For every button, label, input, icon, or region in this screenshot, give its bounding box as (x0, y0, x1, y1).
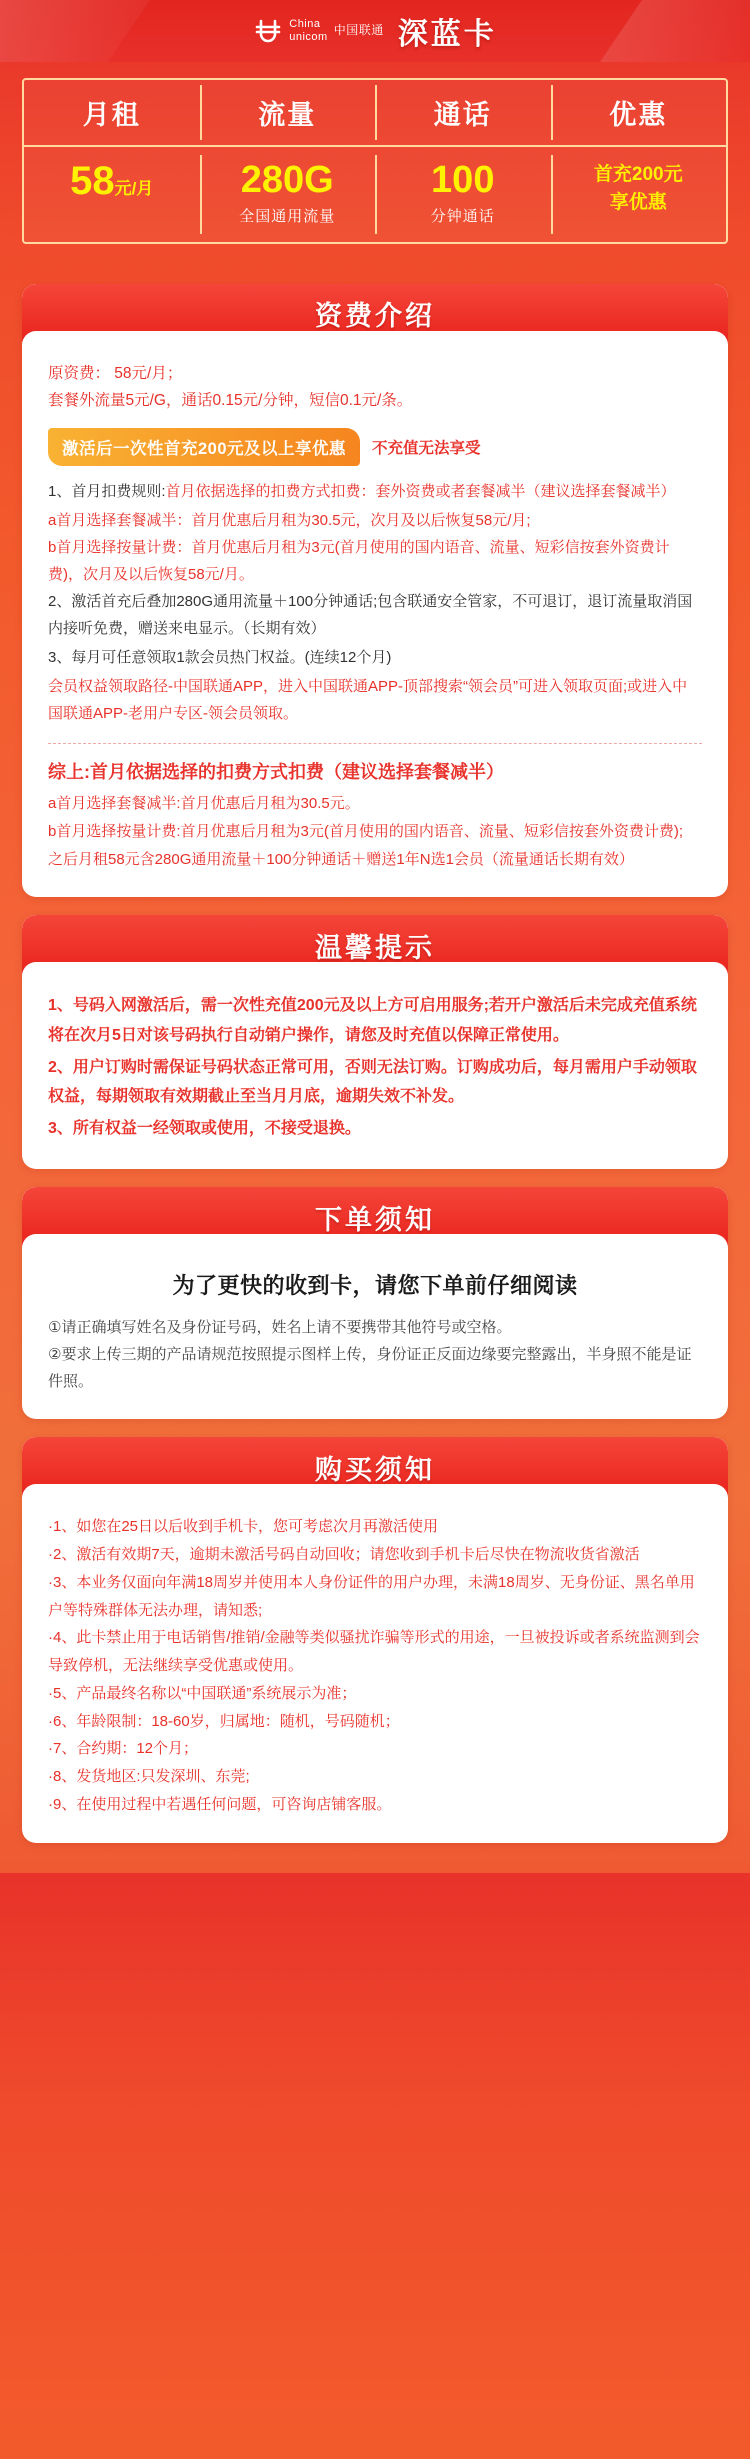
buy-item-5: ·5、产品最终名称以“中国联通”系统展示为准； (48, 1684, 357, 1702)
call-label: 分钟通话 (430, 207, 495, 225)
price-table (22, 78, 728, 244)
hero-section (0, 62, 750, 266)
data-value: 280G (240, 159, 334, 201)
col-header-data: 流量 (200, 80, 376, 145)
promo-strip (48, 428, 702, 466)
summary-heading: 综上:首月依据选择的扣费方式扣费（建议选择套餐减半） (48, 762, 504, 783)
buy-item-8: ·8、发货地区:只发深圳、东莞; (48, 1768, 250, 1786)
col-header-rent: 月租 (82, 100, 141, 130)
section-divider (48, 743, 702, 744)
buy-notice-card (22, 1437, 728, 1842)
header-ribbon-left (0, 0, 150, 62)
col-header-call: 通话 (375, 80, 551, 145)
buy-item-2: ·2、激活有效期7天，逾期未激活号码自动回收；请您收到手机卡后尽快在物流收货省激活 (48, 1546, 640, 1564)
summary-a: a首月选择套餐减半:首月优惠后月租为30.5元。 (48, 795, 360, 813)
order-body (22, 1247, 728, 1395)
summary-c: 之后月租58元含280G通用流量＋100分钟通话＋赠送1年N选1会员（流量通话长期有效） (48, 850, 634, 868)
buy-body (22, 1497, 728, 1818)
rule-1b: b首月选择按量计费：首月优惠后月租为3元(首月使用的国内语音、流量、短彩信按套外资费计费)，次月及以后恢复58元/月。 (48, 539, 670, 584)
buy-item-6: ·6、年龄限制：18-60岁，归属地：随机，号码随机； (48, 1712, 400, 1730)
rule-3: 3、每月可任意领取1款会员热门权益。(连续12个月) (48, 649, 392, 667)
rule-2: 2、激活首充后叠加280G通用流量＋100分钟通话;包含联通安全管家，不可退订，退订流量取消国内接听免费，赠送来电显示。（长期有效） (48, 593, 693, 638)
promo-note: 不充值无法享受 (372, 440, 481, 458)
data-label: 全国通用流量 (239, 207, 336, 225)
call-value: 100 (431, 159, 495, 201)
promo-line1: 首充200元 (593, 164, 683, 185)
order-notice-card (22, 1187, 728, 1419)
original-fee-line1: 原资费： 58元/月； (48, 364, 183, 382)
unicom-mark-icon (253, 16, 283, 46)
buy-item-7: ·7、合约期：12个月； (48, 1740, 199, 1758)
order-lead: 为了更快的收到卡，请您下单前仔细阅读 (172, 1273, 578, 1299)
cell-call (375, 147, 551, 242)
header-ribbon-right (600, 0, 750, 62)
tips-card (22, 915, 728, 1169)
order-title-bar (22, 1187, 728, 1247)
tip-item-2: 2、用户订购时需保证号码状态正常可用，否则无法订购。订购成功后，每月需用户手动领取权益，每期领取有效期截止至当月月底，逾期失效不补发。 (48, 1058, 697, 1106)
buy-item-9: ·9、在使用过程中若遇任何问题，可咨询店铺客服。 (48, 1795, 392, 1813)
buy-item-3: ·3、本业务仅面向年满18周岁并使用本人身份证件的用户办理，未满18周岁、无身份证、黑名单用户等特殊群体无法办理，请知悉; (48, 1573, 695, 1619)
rule-1-prefix: 1、首月扣费规则: (48, 483, 166, 501)
tips-title-bar (22, 915, 728, 975)
rule-1 (48, 478, 702, 505)
order-note-1: ①请正确填写姓名及身份证号码，姓名上请不要携带其他符号或空格。 (48, 1319, 512, 1337)
order-note-2: ②要求上传三期的产品请规范按照提示图样上传，身份证正反面边缘要完整露出，半身照不能是证件照。 (48, 1346, 692, 1391)
summary-b: b首月选择按量计费:首月优惠后月租为3元(首月使用的国内语音、流量、短彩信按套外资费计费); (48, 822, 684, 840)
price-table-body (24, 147, 726, 242)
rent-value: 58 (70, 159, 115, 203)
page-title: 深蓝卡 (397, 18, 497, 51)
cell-monthly-rent (24, 147, 200, 242)
order-title: 下单须知 (315, 1204, 435, 1235)
tip-item-3: 3、所有权益一经领取或使用，不接受退换。 (48, 1119, 361, 1137)
rule-1a: a首月选择套餐减半：首月优惠后月租为30.5元，次月及以后恢复58元/月; (48, 512, 531, 530)
china-unicom-logo (253, 16, 383, 46)
rent-unit: 元/月 (114, 179, 154, 198)
cell-promo (551, 147, 727, 242)
logo-en-line1: China (289, 18, 321, 31)
fee-intro-title-bar (22, 284, 728, 344)
logo-text (289, 18, 327, 43)
fee-intro-card (22, 284, 728, 898)
buy-title-bar (22, 1437, 728, 1497)
buy-item-4: ·4、此卡禁止用于电话销售/推销/金融等类似骚扰诈骗等形式的用途，一旦被投诉或者系统监测到会导致停机，无法继续享受优惠或使用。 (48, 1629, 700, 1675)
promo-line2: 享优惠 (609, 191, 667, 213)
tips-title: 温馨提示 (315, 932, 435, 963)
rule-3-sub: 会员权益领取路径-中国联通APP，进入中国联通APP-顶部搜索“领会员”可进入领取页面;或进入中国联通APP-老用户专区-领会员领取。 (48, 678, 688, 723)
price-table-header (24, 80, 726, 147)
tips-body (22, 975, 728, 1143)
fee-intro-body (22, 344, 728, 874)
logo-cn: 中国联通 (333, 23, 384, 38)
promo-banner: 激活后一次性首充200元及以上享优惠 (48, 428, 360, 466)
rule-1-highlight: 首月依据选择的扣费方式扣费：套外资费或者套餐减半（建议选择套餐减半） (165, 483, 676, 501)
cell-data (200, 147, 376, 242)
tip-item-1: 1、号码入网激活后，需一次性充值200元及以上方可启用服务;若开户激活后未完成充值系统将在次月5日对该号码执行自动销户操作，请您及时充值以保障正常使用。 (48, 997, 697, 1044)
buy-title: 购买须知 (315, 1454, 435, 1485)
logo-en-line2: unicom (289, 31, 328, 43)
fee-intro-title: 资费介绍 (315, 301, 435, 332)
col-header-promo: 优惠 (551, 80, 727, 145)
page-header (0, 0, 750, 62)
buy-item-1: ·1、如您在25日以后收到手机卡，您可考虑次月再激活使用 (48, 1518, 439, 1536)
original-fee-line2: 套餐外流量5元/G，通话0.15元/分钟，短信0.1元/条。 (48, 392, 413, 410)
